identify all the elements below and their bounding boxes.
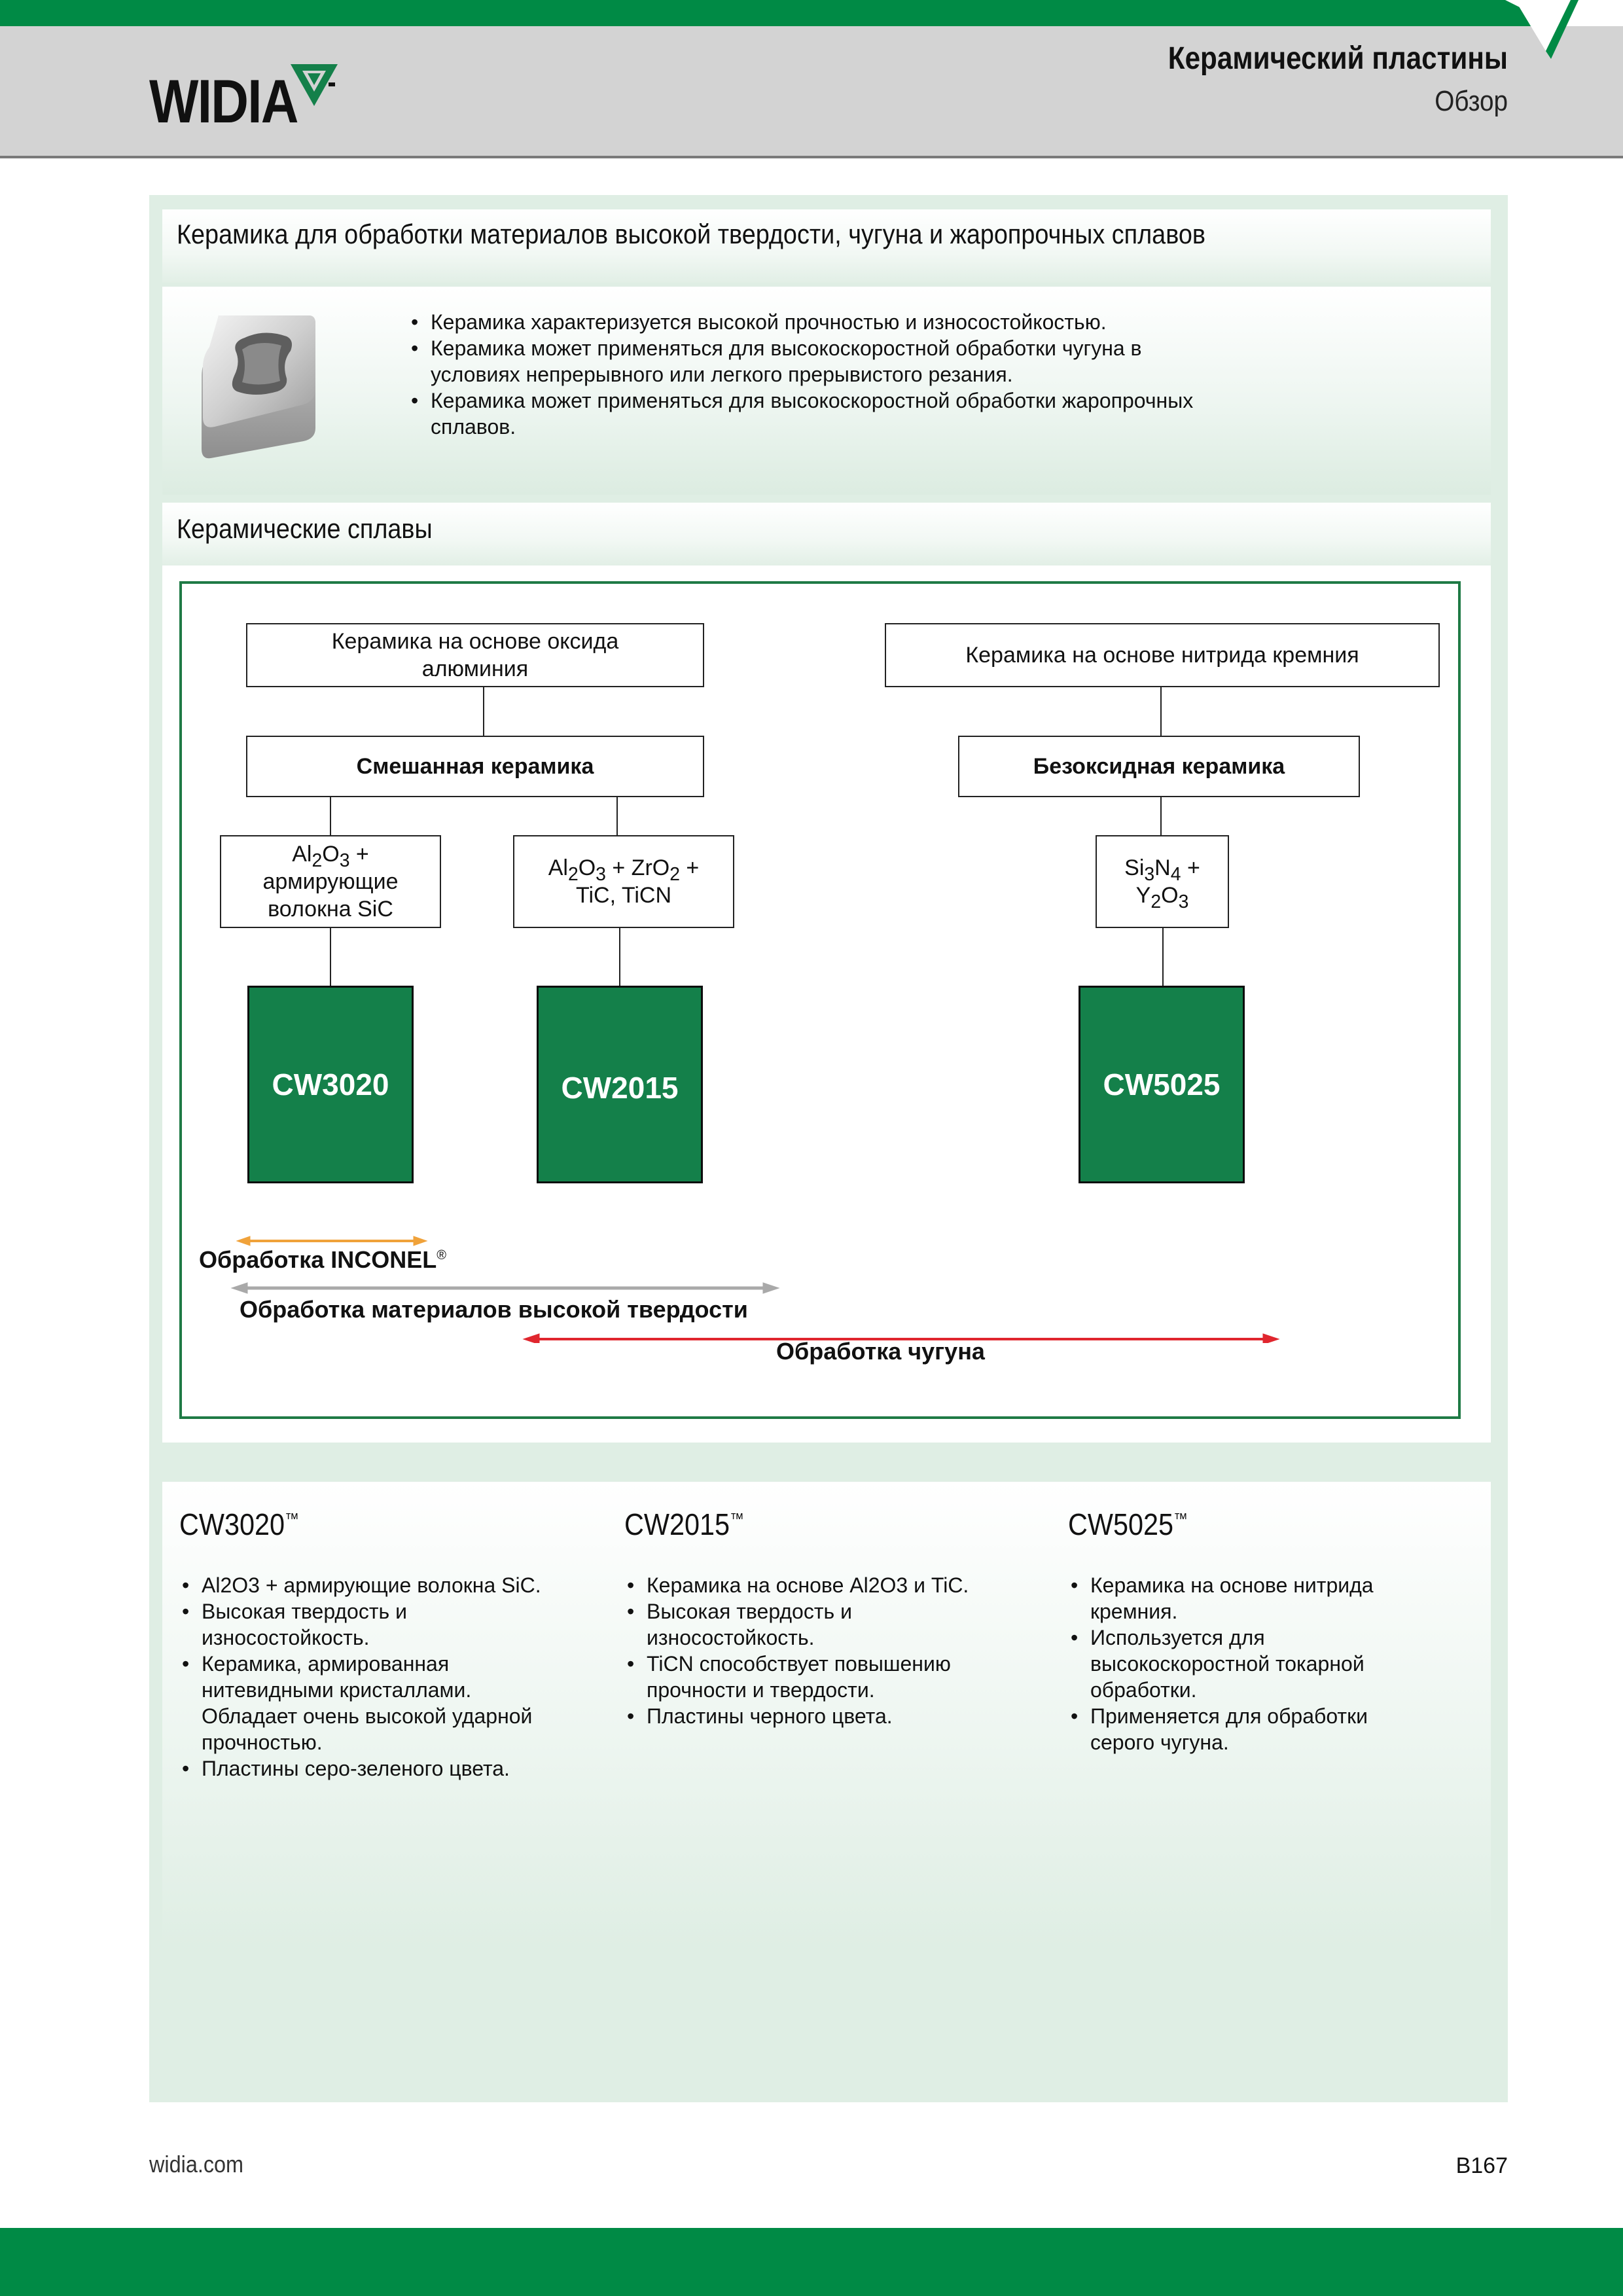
inconel-label-text: Обработка INCONEL: [199, 1246, 437, 1273]
grade-bullet: • Al2O3 + армирующие волокна SiC.: [179, 1572, 565, 1598]
box-label: Керамика на основе нитрида кремния: [965, 643, 1359, 668]
grade-title: [179, 1507, 533, 1542]
box-label: Смешанная керамика: [356, 754, 594, 779]
connector: [330, 928, 331, 986]
connector: [1160, 797, 1162, 835]
grade-bullet: • TiCN способствует повышению прочности и твердости.: [624, 1651, 1010, 1703]
intro-bullet: • Керамика может применяться для высокоскоростной обработки чугуна в условиях непрерывного или легкого прерывистого резания.: [408, 335, 1220, 387]
top-stripe: [0, 0, 1623, 26]
grade-box-cw2015: [537, 986, 703, 1183]
hard-materials-arrow: [232, 1283, 779, 1293]
connector: [483, 687, 484, 736]
grade-bullet-list: [624, 1572, 1010, 1729]
grade-box-cw3020: [247, 986, 414, 1183]
widia-logo-icon: [288, 60, 340, 115]
connector: [330, 797, 331, 835]
hard-materials-label: Обработка материалов высокой твердости: [240, 1296, 748, 1323]
composition-box-cw3020: $Al_2O_3$ + армирующие волокна SiC: [220, 835, 441, 928]
intro-bullet: • Керамика характеризуется высокой прочностью и износостойкостью.: [408, 309, 1220, 335]
grade-column-cw3020: [179, 1507, 572, 1782]
cast-iron-label: Обработка чугуна: [776, 1338, 985, 1365]
connector: [616, 797, 618, 835]
page-title: Керамический пластины: [1168, 41, 1508, 76]
alumina-ceramics-box: [246, 623, 704, 687]
corner-notch: [1505, 0, 1623, 62]
inconel-label: [199, 1246, 446, 1274]
non-oxide-ceramics-box: [958, 736, 1360, 797]
grade-bullet-list: [1068, 1572, 1421, 1755]
grade-label: CW2015: [561, 1071, 679, 1105]
section-header: [162, 503, 1491, 565]
section-body: [162, 287, 1491, 495]
connector: [619, 928, 620, 986]
connector: [1162, 928, 1164, 986]
grade-bullet: • Пластины черного цвета.: [624, 1703, 1010, 1729]
grade-name: CW5025: [1068, 1507, 1174, 1541]
intro-bullet: • Керамика может применяться для высокоскоростной обработки жаропрочных сплавов.: [408, 387, 1220, 440]
silicon-nitride-ceramics-box: [885, 623, 1440, 687]
grade-box-cw5025: [1079, 986, 1245, 1183]
grade-title: [624, 1507, 978, 1542]
grade-label: CW3020: [272, 1067, 389, 1102]
grade-label: CW5025: [1103, 1067, 1221, 1102]
grades-section: [162, 1482, 1491, 2102]
grade-column-cw2015: [624, 1507, 1017, 1729]
grade-title: [1068, 1507, 1421, 1542]
composition-box-cw5025: $Si_3N_4$ + $Y_2O_3$: [1096, 835, 1229, 928]
intro-bullet-list: [408, 309, 1220, 440]
section-header: [162, 209, 1491, 283]
grade-column-cw5025: [1068, 1507, 1461, 1755]
registered-mark: ®: [437, 1248, 447, 1263]
grade-bullet: • Керамика, армированная нитевидными кристаллами. Обладает очень высокой ударной прочностью.: [179, 1651, 565, 1755]
grade-bullet: • Керамика на основе нитрида кремния.: [1068, 1572, 1421, 1624]
composition-box-cw2015: $Al_2O_3 + ZrO_2$ + TiC, TiCN: [513, 835, 734, 928]
grade-bullet: • Высокая твердость и износостойкость.: [624, 1598, 1010, 1651]
page-subtitle: Обзор: [1435, 85, 1508, 117]
ceramic-insert-image: [199, 310, 317, 463]
grade-bullet-list: [179, 1572, 565, 1782]
inconel-arrow: [237, 1236, 427, 1246]
section-title: Керамика для обработки материалов высокой твердости, чугуна и жаропрочных сплавов: [177, 219, 1205, 249]
trademark-mark: ™: [1173, 1510, 1188, 1528]
widia-logo[interactable]: WIDIA: [149, 67, 298, 135]
grade-bullet: • Применяется для обработки серого чугуна.: [1068, 1703, 1421, 1755]
grade-bullet: • Пластины серо-зеленого цвета.: [179, 1755, 565, 1782]
grade-bullet: • Высокая твердость и износостойкость.: [179, 1598, 565, 1651]
ceramic-grades-diagram: [179, 581, 1461, 1419]
section-title: Керамические сплавы: [177, 513, 433, 544]
box-label: Безоксидная керамика: [1033, 754, 1285, 779]
connector: [1160, 687, 1162, 736]
bottom-stripe: [0, 2228, 1623, 2296]
trademark-mark: ™: [730, 1510, 744, 1528]
trademark-mark: ™: [285, 1510, 299, 1528]
grade-name: CW2015: [624, 1507, 730, 1541]
grade-name: CW3020: [179, 1507, 285, 1541]
grade-bullet: • Керамика на основе Al2O3 и TiC.: [624, 1572, 1010, 1598]
page-number: B167: [1455, 2153, 1508, 2178]
footer-site-link[interactable]: widia.com: [149, 2151, 244, 2178]
grade-bullet: • Используется для высокоскоростной токарной обработки.: [1068, 1624, 1421, 1703]
mixed-ceramics-box: [246, 736, 704, 797]
box-label: Керамика на основе оксида алюминия: [331, 629, 619, 681]
